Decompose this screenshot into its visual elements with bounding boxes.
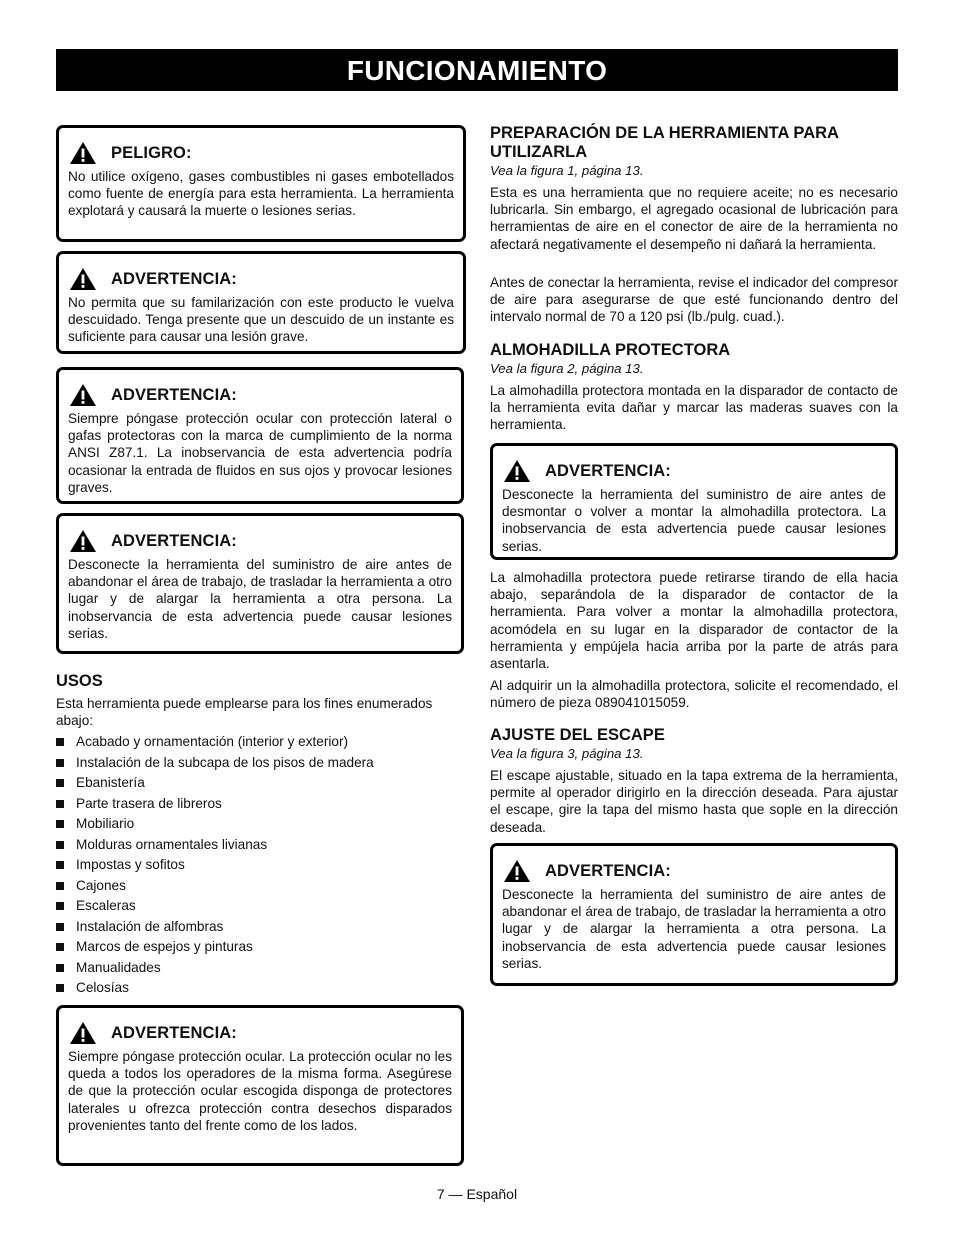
- list-item: Impostas y sofitos: [56, 855, 464, 876]
- warning-triangle-icon: [503, 859, 531, 883]
- exhaust-paragraph: El escape ajustable, situado en la tapa extrema de la herramienta, permite al operador dirigirlo en la dirección deseada. Para ajustar el escape, gire la tapa del mismo hasta que sople en la dirección deseada.: [490, 768, 898, 835]
- list-item: Ebanistería: [56, 773, 464, 794]
- prep-heading: PREPARACIÓN DE LA HERRAMIENTA PARA UTILIZARLA: [490, 124, 839, 161]
- list-item: Instalación de la subcapa de los pisos de madera: [56, 753, 464, 774]
- pad-paragraph-1: La almohadilla protectora montada en la disparador de contacto de la herramienta evita dañar y marcar las maderas suaves con la herramienta.: [490, 383, 898, 433]
- warning-title: ADVERTENCIA:: [545, 861, 671, 880]
- list-item: Cajones: [56, 876, 464, 897]
- pad-paragraph-3: Al adquirir un la almohadilla protectora, solicite el recomendado, el número de pieza 089041015059.: [490, 678, 898, 711]
- bullet-square-icon: [56, 738, 64, 746]
- usos-intro: Esta herramienta puede emplearse para los fines enumerados abajo:: [56, 696, 433, 729]
- usos-heading: USOS: [56, 672, 103, 690]
- warning-triangle-icon: [503, 459, 531, 483]
- list-item: Acabado y ornamentación (interior y exterior): [56, 732, 464, 753]
- bullet-square-icon: [56, 943, 64, 951]
- list-item: Molduras ornamentales livianas: [56, 835, 464, 856]
- warning-triangle-icon: [69, 383, 97, 407]
- list-item: Instalación de alfombras: [56, 917, 464, 938]
- danger-box: [56, 125, 466, 242]
- warning-text: Desconecte la herramienta del suministro de aire antes de abandonar el área de trabajo, de trasladar la herramienta a otro lugar y de alargar la herramienta a otra persona. La inobservancia de esta advertencia puede causar lesiones serias.: [68, 557, 452, 641]
- warning-title: ADVERTENCIA:: [111, 531, 237, 550]
- warning-text: Desconecte la herramienta del suministro de aire antes de abandonar el área de trabajo, de trasladar la herramienta a otro lugar y de alargar la herramienta a otra persona. La inobservancia de esta advertencia puede causar lesiones serias.: [502, 887, 886, 971]
- warning-triangle-icon: [69, 267, 97, 291]
- warning-box-pad: [490, 443, 898, 560]
- bullet-square-icon: [56, 964, 64, 972]
- list-item: Escaleras: [56, 896, 464, 917]
- bullet-square-icon: [56, 861, 64, 869]
- page-title-banner: FUNCIONAMIENTO: [56, 49, 898, 91]
- list-item: Mobiliario: [56, 814, 464, 835]
- warning-box-disconnect: [56, 513, 464, 654]
- list-item: Manualidades: [56, 958, 464, 979]
- exhaust-heading: AJUSTE DEL ESCAPE: [490, 726, 665, 744]
- warning-title: ADVERTENCIA:: [111, 385, 237, 404]
- warning-triangle-icon: [69, 141, 97, 165]
- bullet-square-icon: [56, 759, 64, 767]
- warning-box-familiarization: [56, 251, 466, 354]
- warning-box-exhaust: [490, 843, 898, 986]
- warning-text: Siempre póngase protección ocular con protección lateral o gafas protectoras con la marca de cumplimiento de la norma ANSI Z87.1. La inobservancia de esta advertencia podría ocasionar la entrada de fluidos en sus ojos y provocar lesiones graves.: [68, 411, 452, 495]
- list-item: Marcos de espejos y pinturas: [56, 937, 464, 958]
- warning-triangle-icon: [69, 529, 97, 553]
- warning-text: No permita que su familarización con este producto le vuelva descuidado. Tenga presente que un descuido de un instante es suficiente para causar una lesión grave.: [68, 295, 454, 345]
- bullet-square-icon: [56, 984, 64, 992]
- usos-list: [56, 732, 464, 999]
- list-item: Celosías: [56, 978, 464, 999]
- warning-text: Desconecte la herramienta del suministro de aire antes de desmontar o volver a montar la almohadilla protectora. La inobservancia de esta advertencia puede causar lesiones serias.: [502, 487, 886, 554]
- danger-title: PELIGRO:: [111, 143, 192, 162]
- bullet-square-icon: [56, 800, 64, 808]
- bullet-square-icon: [56, 902, 64, 910]
- warning-box-eye-protection: [56, 367, 464, 504]
- pad-figure-ref: Vea la figura 2, página 13.: [490, 361, 644, 376]
- prep-paragraph-2: Antes de conectar la herramienta, revise el indicador del compresor de aire para asegurarse de que esté funcionando dentro del intervalo normal de 70 a 120 psi (lb./pulg. cuad.).: [490, 275, 898, 325]
- pad-paragraph-2: La almohadilla protectora puede retirarse tirando de ella hacia abajo, separándola de la disparador de contactor de la herramienta. Para volver a montar la almohadilla protectora, acomódela en su lugar en la disparador de contactor de la herramienta y empújela hacia arriba por la parte de atrás para asentarla.: [490, 570, 898, 672]
- bullet-square-icon: [56, 923, 64, 931]
- exhaust-figure-ref: Vea la figura 3, página 13.: [490, 746, 644, 761]
- bullet-square-icon: [56, 882, 64, 890]
- warning-triangle-icon: [69, 1021, 97, 1045]
- pad-heading: ALMOHADILLA PROTECTORA: [490, 341, 731, 359]
- bullet-square-icon: [56, 779, 64, 787]
- warning-title: ADVERTENCIA:: [111, 1023, 237, 1042]
- bullet-square-icon: [56, 820, 64, 828]
- list-item: Parte trasera de libreros: [56, 794, 464, 815]
- warning-text: Siempre póngase protección ocular. La protección ocular no les queda a todos los operadores de la misma forma. Asegúrese de que la protección ocular escogida disponga de protectores laterales u ofrezca protección contra desechos disparados provenientes tanto del frente como de los lados.: [68, 1049, 452, 1133]
- warning-box-eye-fit: [56, 1005, 464, 1166]
- bullet-square-icon: [56, 841, 64, 849]
- danger-text: No utilice oxígeno, gases combustibles ni gases embotellados como fuente de energía para esta herramienta. La herramienta explotará y causará la muerte o lesiones serias.: [68, 169, 454, 219]
- prep-paragraph-1: Esta es una herramienta que no requiere aceite; no es necesario lubricarla. Sin embargo, el agregado ocasional de lubricación para herramientas de aire en el conector de aire de la herramienta no afectará negativamente el desempeño ni dañará la herramienta.: [490, 185, 898, 252]
- page-footer: 7 — Español: [436, 1186, 518, 1202]
- prep-figure-ref: Vea la figura 1, página 13.: [490, 163, 644, 178]
- warning-title: ADVERTENCIA:: [111, 269, 237, 288]
- warning-title: ADVERTENCIA:: [545, 461, 671, 480]
